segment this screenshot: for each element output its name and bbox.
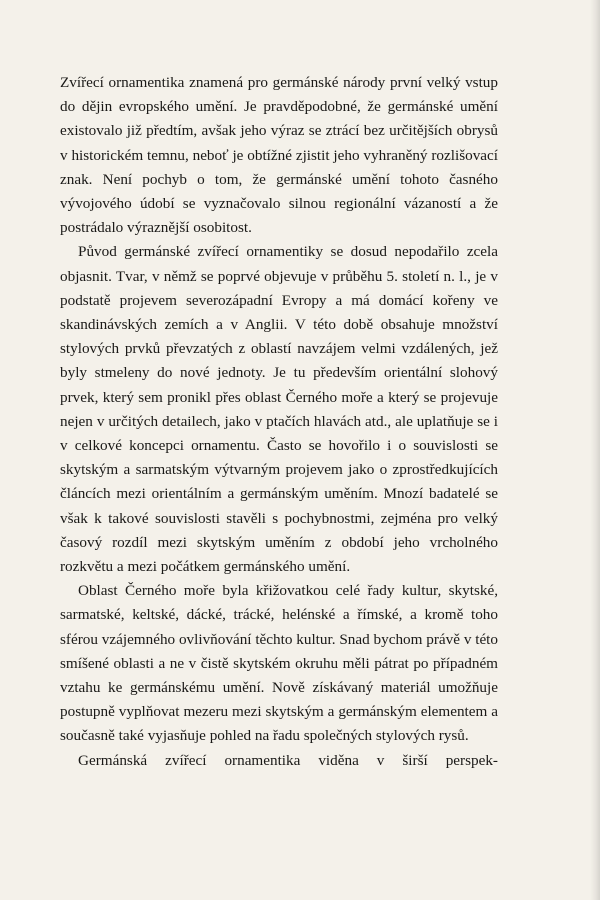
page-edge-shadow [590, 0, 600, 900]
paragraph-4: Germánská zvířecí ornamentika viděna v širší perspek- [78, 751, 498, 769]
paragraph-3: Oblast Černého moře byla křižovatkou celé řady kultur, skytské, sarmatské, keltské, dácké, trácké, helénské a římské, a kromě toho sférou vzájemného ovlivňování těchto kultur. Snad bychom právě v této smíšené oblasti a ne v čistě skytském okruhu měli pátrat po případném vztahu ke germánskému umění. Nově získávaný materiál umožňuje postupně vyplňovat mezeru mezi skytským a germánským elementem a současně také vyjasňuje pohled na řadu společných stylových rysů. [60, 582, 498, 745]
paragraph-1: Zvířecí ornamentika znamená pro germánské národy první velký vstup do dějin evropského umění. Je pravděpodobné, že germánské umění existovalo již předtím, avšak jeho výraz se ztrácí bez určitějších obrysů v historickém temnu, neboť je obtížné zjistit jeho vyhraněný rozlišovací znak. Není pochyb o tom, že germánské umění tohoto časného vývojového údobí se vyznačovalo silnou regionální vázaností a že postrádalo výraznější osobitost. [60, 74, 498, 237]
paragraph-2: Původ germánské zvířecí ornamentiky se dosud nepodařilo zcela objasnit. Tvar, v němž se poprvé objevuje v průběhu 5. století n. l., je v podstatě projevem severozápadní Evropy a má domácí kořeny ve skandinávských zemích a v Anglii. V této době obsahuje množství stylových prvků převzatých z oblastí navzájem velmi vzdálených, jež byly stmeleny do nové jednoty. Je tu především orientální slohový prvek, který sem pronikl přes oblast Černého moře a který se projevuje nejen v určitých detailech, jako v ptačích hlavách atd., ale uplatňuje se i v celkové koncepci ornamentu. Často se hovořilo i o souvislosti se skytským a sarmatským výtvarným projevem jako o zprostředkujících článcích mezi orientálním a germánským uměním. Mnozí badatelé se však k takové souvislosti stavěli s pochybnostmi, zejména pro velký časový rozdíl mezi skytským uměním z období jeho vrcholného rozkvětu a mezi počátkem germánského umění. [60, 243, 498, 576]
body-text [60, 71, 498, 773]
